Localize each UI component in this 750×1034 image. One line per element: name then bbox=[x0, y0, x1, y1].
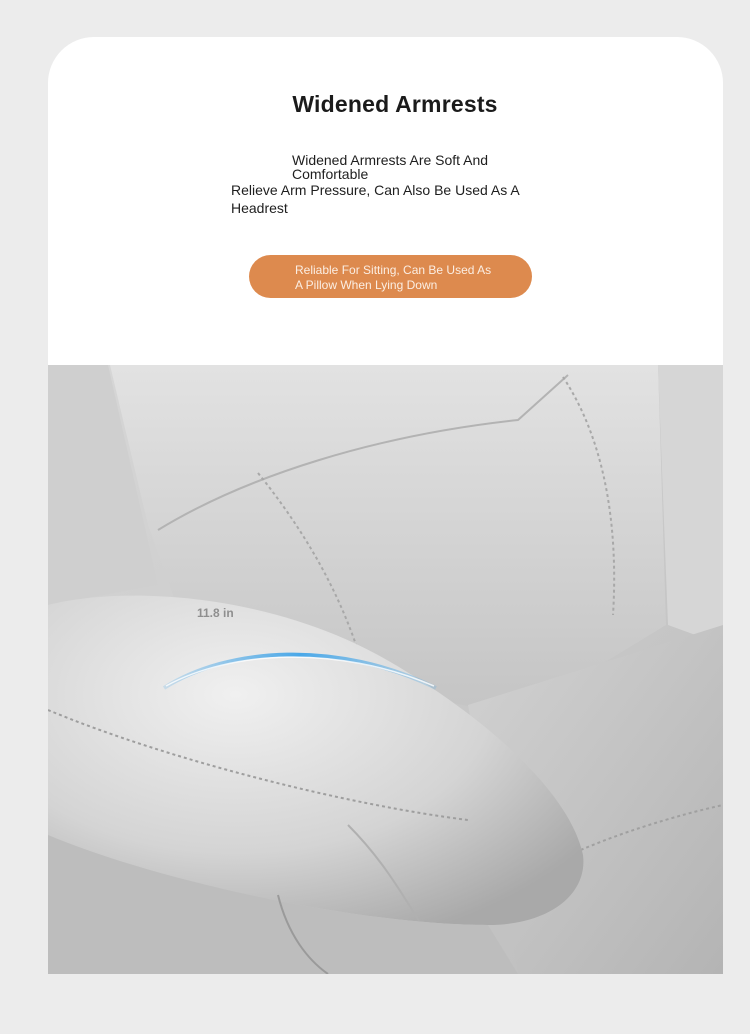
feature-title: Widened Armrests bbox=[292, 91, 498, 117]
feature-badge bbox=[249, 255, 532, 298]
product-feature-card bbox=[48, 37, 723, 974]
feature-badge-text: Reliable For Sitting, Can Be Used As A Pillow When Lying Down bbox=[295, 263, 492, 292]
feature-description: Relieve Arm Pressure, Can Also Be Used As A Headrest bbox=[231, 182, 519, 216]
width-measurement-label: 11.8 in bbox=[197, 606, 234, 620]
feature-subtitle: Widened Armrests Are Soft And Comfortable bbox=[292, 152, 489, 182]
sofa-armrest-illustration bbox=[48, 365, 723, 974]
armrest-photo bbox=[48, 365, 723, 974]
